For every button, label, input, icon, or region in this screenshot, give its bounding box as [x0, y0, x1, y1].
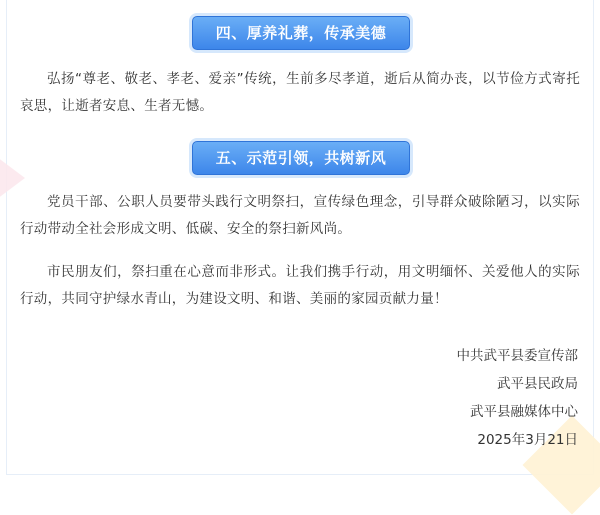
section-5-paragraph-2: 市民朋友们，祭扫重在心意而非形式。让我们携手行动，用文明缅怀、关爱他人的实际行动，共同守护绿水青山，为建设文明、和谐、美丽的家园贡献力量！	[20, 264, 580, 307]
section-4-paragraph: 弘扬“尊老、敬老、孝老、爱亲”传统，生前多尽孝道，逝后从简办丧，以节俭方式寄托哀思，让逝者安息、生者无憾。	[20, 71, 580, 114]
section-4-title: 四、厚养礼葬，传承美德	[192, 16, 410, 50]
section-5-paragraph-1: 党员干部、公职人员要带头践行文明祭扫，宣传绿色理念，引导群众破除陋习，以实际行动带动全社会形成文明、低碳、安全的祭扫新风尚。	[20, 194, 580, 237]
signature-date: 2025年3月21日	[477, 432, 578, 448]
signature-org-civil-affairs: 武平县民政局	[497, 376, 578, 392]
section-5-title: 五、示范引领，共树新风	[192, 141, 410, 175]
signature-org-media-center: 武平县融媒体中心	[470, 404, 578, 420]
signature-org-propaganda: 中共武平县委宣传部	[456, 348, 578, 364]
